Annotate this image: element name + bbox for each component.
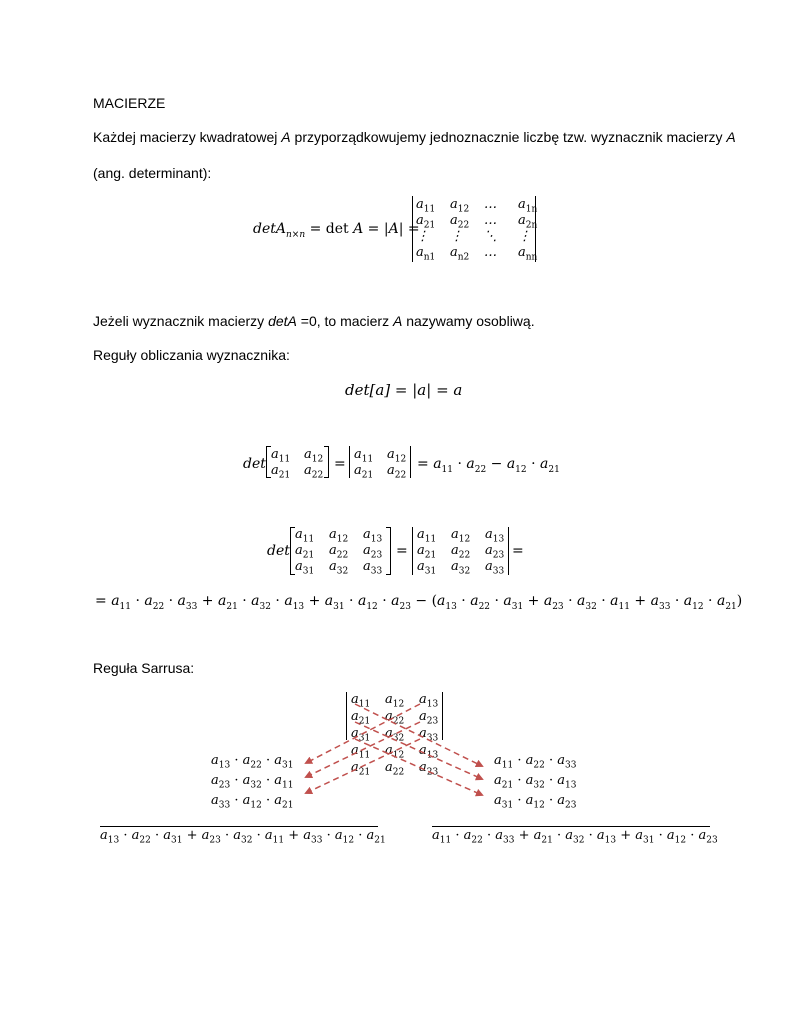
paragraph-singular-part-b: detA xyxy=(268,313,297,329)
arrow-right-3 xyxy=(355,739,482,795)
det3-cell-2-3: $a_{23}$ xyxy=(485,543,505,561)
matrix3-cell-3-3: $a_{33}$ xyxy=(363,559,383,577)
sarrus-right-sum: $a_{11} \cdot a_{22} \cdot a_{33} + a_{21} \cdot a_{32} \cdot a_{13} + a_{31} \cdot a_{12} \cdot a_{23}$ xyxy=(432,828,718,846)
definition-matrix-cell-1-3: … xyxy=(484,197,497,212)
det3-cell-2-2: $a_{22}$ xyxy=(451,543,471,561)
matrix2-cell-1-2: $a_{12}$ xyxy=(304,447,324,465)
definition-matrix-cell-1-1: $a_{11}$ xyxy=(416,197,436,215)
definition-matrix-cell-4-4: $a_{nn}$ xyxy=(518,245,538,263)
arrow-left-1 xyxy=(306,704,420,763)
formula-3x3-prefix: det xyxy=(267,543,290,559)
sarrus-cell-2-1: $a_{21}$ xyxy=(351,709,371,727)
matrix3-cell-3-2: $a_{32}$ xyxy=(329,559,349,577)
page-heading: MACIERZE xyxy=(93,95,166,111)
det2-cell-2-2: $a_{22}$ xyxy=(387,463,407,481)
formula-2x2-rhs: = $a_{11} \cdot a_{22} - a_{12} \cdot a_{21}$ xyxy=(417,456,560,475)
paragraph-singular-part-d: A xyxy=(392,313,403,329)
sarrus-right-product-3: $a_{31} \cdot a_{12} \cdot a_{23}$ xyxy=(494,793,577,811)
matrix3-cell-2-3: $a_{23}$ xyxy=(363,543,383,561)
definition-matrix-cell-3-3: ⋱ xyxy=(484,229,497,244)
sarrus-title: Reguła Sarrusa: xyxy=(93,660,195,676)
det3-cell-3-3: $a_{33}$ xyxy=(485,559,505,577)
definition-matrix-cell-4-1: $a_{n1}$ xyxy=(416,245,436,263)
det3-cell-3-1: $a_{31}$ xyxy=(417,559,437,577)
matrix2-cell-2-2: $a_{22}$ xyxy=(304,463,324,481)
sarrus-cell-1-2: $a_{12}$ xyxy=(385,692,405,710)
arrow-left-3 xyxy=(306,739,420,793)
formula-2x2-eq1: = xyxy=(334,456,346,472)
paragraph-singular-part-a: Jeżeli wyznacznik macierzy xyxy=(93,313,269,329)
definition-matrix-cell-3-2: ⋮ xyxy=(450,229,463,244)
paragraph-rules: Reguły obliczania wyznacznika: xyxy=(93,347,290,363)
sarrus-cell-5-3: $a_{23}$ xyxy=(419,760,439,778)
matrix3-cell-2-1: $a_{21}$ xyxy=(295,543,315,561)
sarrus-cell-2-2: $a_{22}$ xyxy=(385,709,405,727)
sarrus-cell-3-1: $a_{31}$ xyxy=(351,726,371,744)
matrix3-cell-1-1: $a_{11}$ xyxy=(295,527,315,545)
sarrus-cell-3-3: $a_{33}$ xyxy=(419,726,439,744)
paragraph-definition-part-b: A xyxy=(281,129,291,145)
sarrus-left-product-2: $a_{23} \cdot a_{32} \cdot a_{11}$ xyxy=(211,773,294,791)
sarrus-left-product-1: $a_{13} \cdot a_{22} \cdot a_{31}$ xyxy=(211,753,294,771)
matrix3-cell-2-2: $a_{22}$ xyxy=(329,543,349,561)
sarrus-cell-1-1: $a_{11}$ xyxy=(351,692,371,710)
definition-matrix-cell-2-2: $a_{22}$ xyxy=(450,213,470,231)
definition-matrix-cell-3-1: ⋮ xyxy=(416,229,429,244)
definition-matrix-cell-3-4: ⋮ xyxy=(518,229,531,244)
definition-matrix-cell-1-2: $a_{12}$ xyxy=(450,197,470,215)
definition-matrix-cell-4-2: $a_{n2}$ xyxy=(450,245,470,263)
paragraph-definition-part-c: przyporządkowujemy jednoznacznie liczbę tzw. wyznacznik macierzy xyxy=(290,129,727,145)
paragraph-definition-part-d: A xyxy=(726,129,736,145)
sarrus-left-sum: $a_{13} \cdot a_{22} \cdot a_{31} + a_{23} \cdot a_{32} \cdot a_{11} + a_{33} \cdot a_{12} \cdot a_{21}$ xyxy=(100,828,386,846)
arrow-right-2 xyxy=(355,722,482,779)
formula-3x3-eq2: = xyxy=(512,543,524,559)
definition-matrix-cell-4-3: … xyxy=(484,245,497,260)
arrow-right-1 xyxy=(355,704,482,766)
sarrus-cell-5-2: $a_{22}$ xyxy=(385,760,405,778)
definition-formula-lhs: detA$_{n\times n}$ = det A = |A| = xyxy=(253,221,420,240)
sarrus-cell-3-2: $a_{32}$ xyxy=(385,726,405,744)
matrix2-cell-2-1: $a_{21}$ xyxy=(271,463,291,481)
matrix3-cell-1-3: $a_{13}$ xyxy=(363,527,383,545)
paragraph-singular-part-e: nazywamy osobliwą. xyxy=(402,313,535,329)
arrow-left-2 xyxy=(306,722,420,777)
definition-matrix-cell-1-4: $a_{1n}$ xyxy=(518,197,538,215)
sarrus-right-rule xyxy=(432,826,710,827)
paragraph-definition-part-a: Każdej macierzy kwadratowej xyxy=(93,129,282,145)
det2-cell-1-2: $a_{12}$ xyxy=(387,447,407,465)
paragraph-singular-part-c: =0, to macierz xyxy=(296,313,393,329)
det2-cell-2-1: $a_{21}$ xyxy=(354,463,374,481)
matrix3-cell-3-1: $a_{31}$ xyxy=(295,559,315,577)
sarrus-left-rule xyxy=(100,826,378,827)
definition-matrix-cell-2-1: $a_{21}$ xyxy=(416,213,436,231)
formula-3x3-eq1: = xyxy=(396,543,408,559)
det3-cell-1-1: $a_{11}$ xyxy=(417,527,437,545)
paragraph-determinant-note: (ang. determinant): xyxy=(93,165,212,181)
formula-1x1: det[a] = |a| = a xyxy=(345,381,463,399)
sarrus-cell-4-1: $a_{11}$ xyxy=(351,743,371,761)
det3-cell-3-2: $a_{32}$ xyxy=(451,559,471,577)
det2-cell-1-1: $a_{11}$ xyxy=(354,447,374,465)
definition-matrix-cell-2-3: … xyxy=(484,213,497,228)
det3-cell-2-1: $a_{21}$ xyxy=(417,543,437,561)
sarrus-cell-2-3: $a_{23}$ xyxy=(419,709,439,727)
sarrus-right-product-1: $a_{11} \cdot a_{22} \cdot a_{33}$ xyxy=(494,753,577,771)
sarrus-cell-1-3: $a_{13}$ xyxy=(419,692,439,710)
definition-matrix-cell-2-4: $a_{2n}$ xyxy=(518,213,538,231)
sarrus-right-product-2: $a_{21} \cdot a_{32} \cdot a_{13}$ xyxy=(494,773,577,791)
matrix2-cell-1-1: $a_{11}$ xyxy=(271,447,291,465)
sarrus-cell-4-3: $a_{13}$ xyxy=(419,743,439,761)
sarrus-cell-4-2: $a_{12}$ xyxy=(385,743,405,761)
formula-3x3-expansion: = $a_{11} \cdot a_{22} \cdot a_{33} + a_{21} \cdot a_{32} \cdot a_{13} + a_{31} \cdot a_{12} \cdot a_{23} - (a_{13} \cdot a_{22} \cdot a_{31} + a_{23} \cdot a_{32} \cdot a_{11} + a_{33} \cdot a_{12} \cdot a_{21})$ xyxy=(95,593,743,612)
det3-cell-1-2: $a_{12}$ xyxy=(451,527,471,545)
sarrus-left-product-3: $a_{33} \cdot a_{12} \cdot a_{21}$ xyxy=(211,793,294,811)
det3-cell-1-3: $a_{13}$ xyxy=(485,527,505,545)
matrix3-cell-1-2: $a_{12}$ xyxy=(329,527,349,545)
sarrus-cell-5-1: $a_{21}$ xyxy=(351,760,371,778)
formula-2x2-prefix: det xyxy=(243,456,266,472)
